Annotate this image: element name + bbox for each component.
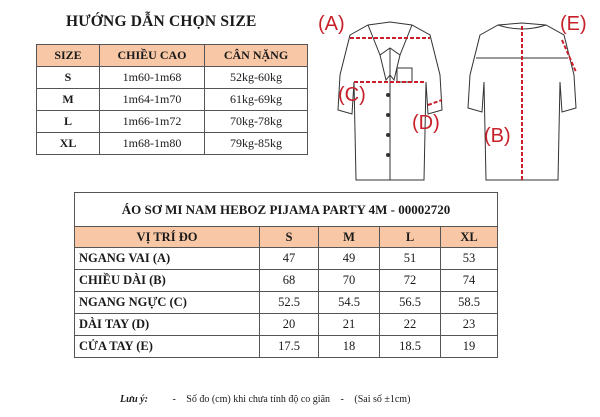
header-l: L	[380, 227, 441, 248]
weight-cell: 52kg-60kg	[205, 67, 308, 89]
value-cell: 19	[441, 336, 498, 358]
value-cell: 56.5	[380, 292, 441, 314]
table-row	[75, 248, 498, 270]
label-b: (B)	[484, 125, 511, 147]
label-e: (E)	[560, 13, 587, 35]
value-cell: 18	[319, 336, 380, 358]
label-c: (C)	[338, 84, 366, 106]
value-cell: 17.5	[260, 336, 319, 358]
measurement-table-title: ÁO SƠ MI NAM HEBOZ PIJAMA PARTY 4M - 00002720	[75, 193, 498, 227]
note-dash: -	[340, 394, 344, 405]
position-cell: CỬA TAY (E)	[75, 336, 260, 358]
table-row	[37, 133, 308, 155]
label-a: (A)	[318, 13, 345, 35]
table-row	[75, 292, 498, 314]
value-cell: 52.5	[260, 292, 319, 314]
weight-cell: 61kg-69kg	[205, 89, 308, 111]
header-height: CHIỀU CAO	[100, 45, 205, 67]
value-cell: 68	[260, 270, 319, 292]
shirt-diagram	[300, 0, 600, 190]
value-cell: 58.5	[441, 292, 498, 314]
note-label: Lưu ý:	[120, 394, 148, 405]
footnote	[120, 394, 410, 405]
size-guide-table	[36, 44, 308, 155]
value-cell: 72	[380, 270, 441, 292]
measurement-title-row	[75, 193, 498, 227]
position-cell: NGANG VAI (A)	[75, 248, 260, 270]
position-cell: NGANG NGỰC (C)	[75, 292, 260, 314]
value-cell: 54.5	[319, 292, 380, 314]
table-row	[37, 111, 308, 133]
height-cell: 1m64-1m70	[100, 89, 205, 111]
header-position: VỊ TRÍ ĐO	[75, 227, 260, 248]
height-cell: 1m60-1m68	[100, 67, 205, 89]
value-cell: 53	[441, 248, 498, 270]
size-guide-header-row	[37, 45, 308, 67]
header-m: M	[319, 227, 380, 248]
value-cell: 20	[260, 314, 319, 336]
height-cell: 1m68-1m80	[100, 133, 205, 155]
value-cell: 18.5	[380, 336, 441, 358]
note-text-tolerance: (Sai số ±1cm)	[354, 394, 411, 405]
size-cell: M	[37, 89, 100, 111]
measurement-table	[74, 192, 498, 358]
header-size: SIZE	[37, 45, 100, 67]
table-row	[37, 67, 308, 89]
table-row	[75, 270, 498, 292]
position-cell: CHIỀU DÀI (B)	[75, 270, 260, 292]
header-xl: XL	[441, 227, 498, 248]
size-cell: L	[37, 111, 100, 133]
table-row	[75, 336, 498, 358]
header-s: S	[260, 227, 319, 248]
weight-cell: 70kg-78kg	[205, 111, 308, 133]
header-weight: CÂN NẶNG	[205, 45, 308, 67]
table-row	[37, 89, 308, 111]
size-cell: S	[37, 67, 100, 89]
value-cell: 74	[441, 270, 498, 292]
size-cell: XL	[37, 133, 100, 155]
weight-cell: 79kg-85kg	[205, 133, 308, 155]
value-cell: 49	[319, 248, 380, 270]
value-cell: 47	[260, 248, 319, 270]
position-cell: DÀI TAY (D)	[75, 314, 260, 336]
size-guide-title: HƯỚNG DẪN CHỌN SIZE	[66, 13, 257, 30]
value-cell: 70	[319, 270, 380, 292]
value-cell: 21	[319, 314, 380, 336]
label-d: (D)	[412, 112, 440, 134]
value-cell: 22	[380, 314, 441, 336]
height-cell: 1m66-1m72	[100, 111, 205, 133]
value-cell: 23	[441, 314, 498, 336]
table-row	[75, 314, 498, 336]
value-cell: 51	[380, 248, 441, 270]
note-dash: -	[172, 394, 176, 405]
measurement-header-row	[75, 227, 498, 248]
note-text-measurement: Số đo (cm) khi chưa tính độ co giãn	[186, 394, 331, 405]
